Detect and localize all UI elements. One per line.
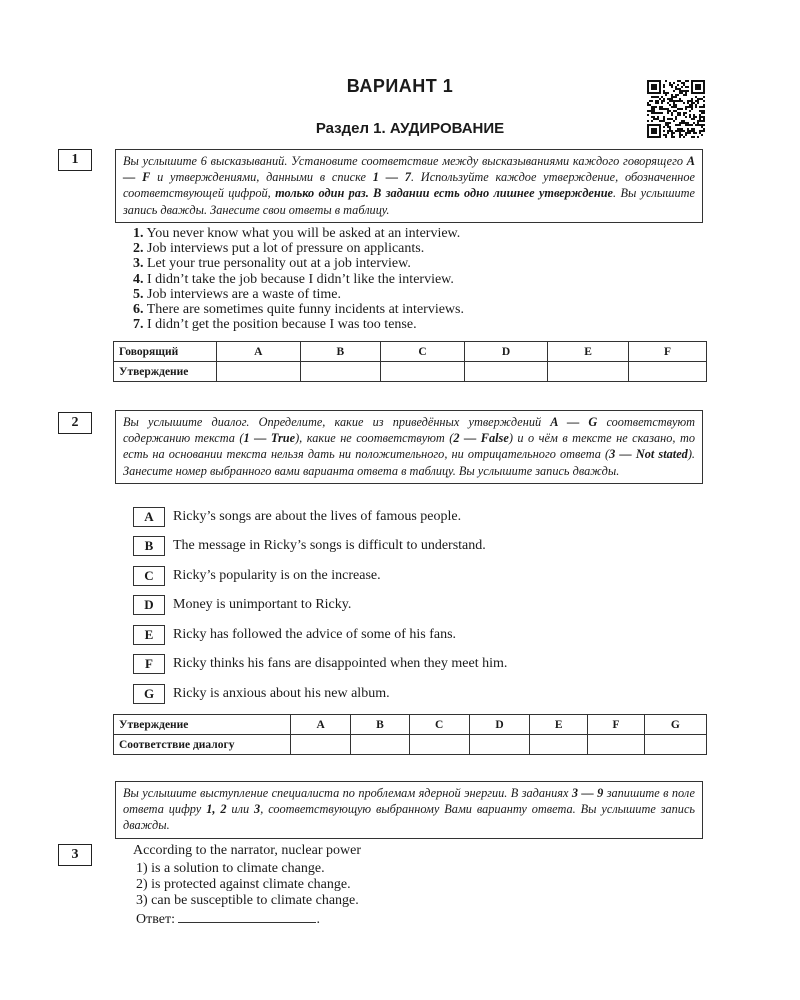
answer-cell[interactable] — [464, 362, 548, 382]
option-letter: E — [133, 625, 165, 645]
row-header: Утверждение — [114, 715, 291, 735]
option-letter: C — [133, 566, 165, 586]
section-title: Раздел 1. АУДИРОВАНИЕ — [315, 120, 505, 137]
task3-question: According to the narrator, nuclear power — [133, 843, 362, 858]
table-row — [114, 362, 707, 382]
column-header: C — [381, 342, 465, 362]
option-letter: B — [133, 536, 165, 556]
answer-cell[interactable] — [409, 735, 469, 755]
column-header: B — [300, 342, 381, 362]
answer-cell[interactable] — [351, 735, 409, 755]
row-header: Соответствие диалогу — [114, 735, 291, 755]
task2-answer-table — [113, 714, 707, 755]
column-header: E — [548, 342, 629, 362]
column-header: F — [588, 715, 644, 735]
option-d — [133, 595, 351, 615]
answer-cell[interactable] — [628, 362, 706, 382]
option-letter: G — [133, 684, 165, 704]
statement-item: 6. There are sometimes quite funny incidents at interviews. — [133, 302, 464, 318]
answer-cell[interactable] — [588, 735, 644, 755]
answer-cell[interactable] — [291, 735, 351, 755]
statement-item: 3. Let your true personality out at a job interview. — [133, 256, 411, 272]
column-header: G — [644, 715, 706, 735]
option-f — [133, 654, 507, 674]
option-text: Ricky has followed the advice of some of his fans. — [173, 627, 457, 642]
option-text: Ricky thinks his fans are disappointed when they meet him. — [173, 656, 508, 671]
table-row — [114, 715, 707, 735]
table-row — [114, 735, 707, 755]
answer-cell[interactable] — [530, 735, 588, 755]
task-number-2: 2 — [58, 412, 92, 434]
option-text: Ricky is anxious about his new album. — [173, 686, 390, 701]
answer-cell[interactable] — [469, 735, 529, 755]
statement-item: 4. I didn’t take the job because I didn’t like the interview. — [133, 271, 454, 287]
task-number-3: 3 — [58, 844, 92, 866]
variant-title: ВАРИАНТ 1 — [346, 76, 454, 96]
task1-instruction: Вы услышите 6 высказываний. Установите соответствие между высказываниями каждого говорящего A — F и утверждениями, данными в списке 1 — 7. Используйте каждое утверждение, обозначенное соответствующей цифрой, только один раз. В задании есть одно лишнее утверждение. Вы услышите запись дважды. Занесите свои ответы в таблицу. — [115, 149, 703, 223]
column-header: B — [351, 715, 409, 735]
column-header: D — [469, 715, 529, 735]
task-number-1: 1 — [58, 149, 92, 171]
task1-statement-list — [133, 226, 464, 332]
answer-cell[interactable] — [644, 735, 706, 755]
statement-item: 5. Job interviews are a waste of time. — [133, 286, 341, 302]
answer-label: Ответ: — [136, 912, 179, 927]
qr-code-icon — [647, 80, 705, 138]
column-header: D — [464, 342, 548, 362]
task3-9-instruction: Вы услышите выступление специалиста по проблемам ядерной энергии. В заданиях 3 — 9 запишите в поле ответа цифру 1, 2 или 3, соответствующую выбранному Вами варианту ответа. Вы услышите запись дважды. — [115, 781, 703, 839]
option-c — [133, 566, 381, 586]
statement-item: 2. Job interviews put a lot of pressure on applicants. — [133, 241, 425, 257]
option-letter: A — [133, 507, 165, 527]
option-text: Ricky’s popularity is on the increase. — [173, 568, 381, 583]
task3-choice-2: 2) is protected against climate change. — [136, 877, 351, 892]
option-text: Money is unimportant to Ricky. — [173, 597, 352, 612]
answer-cell[interactable] — [548, 362, 629, 382]
task2-instruction: Вы услышите диалог. Определите, какие из приведённых утверждений A — G соответствуют содержанию текста (1 — True), какие не соответствуют (2 — False) и о чём в тексте не сказано, то есть на основании текста нельзя дать ни положительного, ни отрицательного ответа (3 — Not stated). Занесите номер выбранного вами варианта ответа в таблицу. Вы услышите запись дважды. — [115, 410, 703, 484]
option-letter: D — [133, 595, 165, 615]
option-text: Ricky’s songs are about the lives of famous people. — [173, 509, 462, 524]
option-e — [133, 625, 456, 645]
column-header: A — [217, 342, 301, 362]
option-text: The message in Ricky’s songs is difficult to understand. — [173, 538, 486, 553]
task3-answer: Ответ: . — [136, 912, 320, 927]
answer-cell[interactable] — [381, 362, 465, 382]
statement-item: 1. You never know what you will be asked at an interview. — [133, 226, 461, 241]
answer-field[interactable] — [178, 910, 316, 923]
answer-cell[interactable] — [217, 362, 301, 382]
option-b — [133, 536, 486, 556]
column-header: A — [291, 715, 351, 735]
column-header: C — [409, 715, 469, 735]
statement-item: 7. I didn’t get the position because I was too tense. — [133, 317, 417, 333]
option-a — [133, 507, 461, 527]
column-header: F — [628, 342, 706, 362]
column-header: E — [530, 715, 588, 735]
row-header: Говорящий — [114, 342, 217, 362]
answer-cell[interactable] — [300, 362, 381, 382]
task3-choice-1: 1) is a solution to climate change. — [136, 861, 325, 876]
option-letter: F — [133, 654, 165, 674]
task3-choice-3: 3) can be susceptible to climate change. — [136, 893, 359, 908]
row-header: Утверждение — [114, 362, 217, 382]
task1-answer-table — [113, 341, 707, 382]
option-g — [133, 684, 390, 704]
table-row — [114, 342, 707, 362]
